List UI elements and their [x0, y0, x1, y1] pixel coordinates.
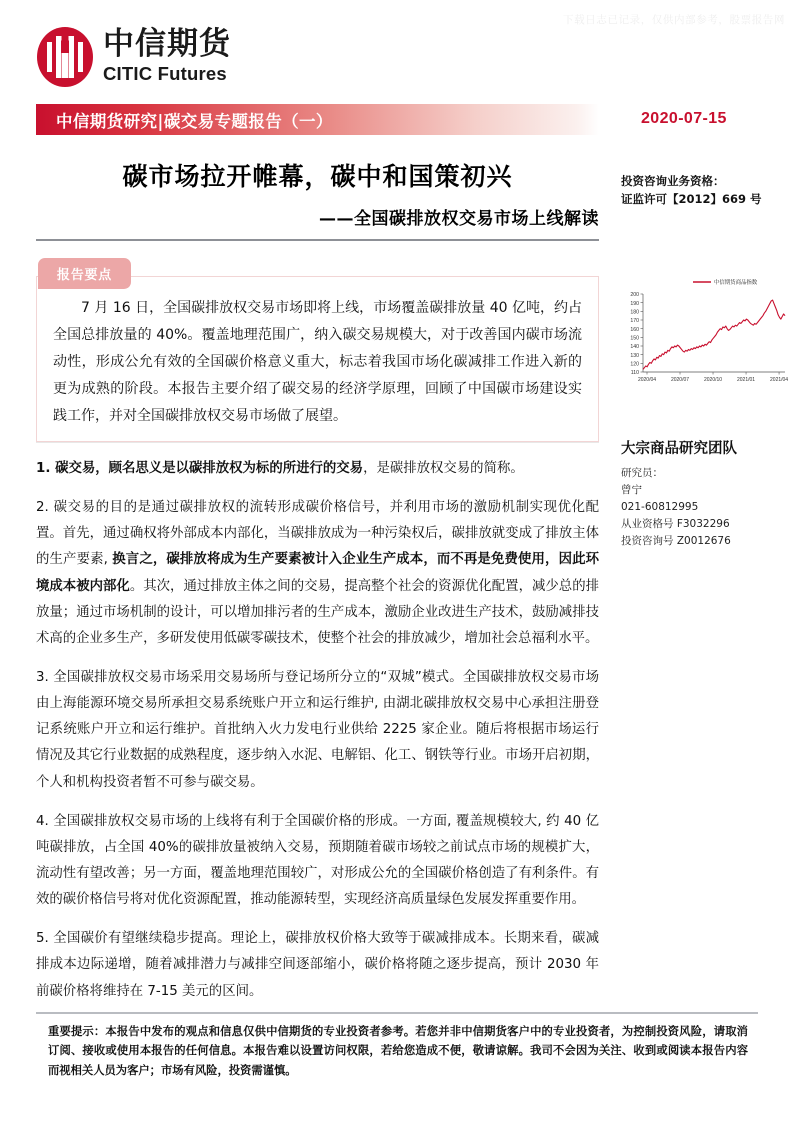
report-series-banner: [36, 104, 599, 135]
svg-text:2020/04: 2020/04: [637, 377, 657, 383]
highlights-tab: [38, 258, 131, 289]
researcher-name: 曾宁: [621, 484, 642, 496]
commodity-index-chart: [617, 272, 789, 400]
brand-header: [36, 26, 231, 88]
footer-disclaimer-label: 重要提示：: [48, 1025, 106, 1038]
svg-text:2021/04: 2021/04: [770, 377, 789, 383]
svg-text:2020/07: 2020/07: [670, 377, 690, 383]
svg-text:2020/10: 2020/10: [703, 377, 723, 383]
title-divider: [36, 239, 599, 241]
report-series-label: 中信期货研究|碳交易专题报告（一）: [56, 111, 333, 131]
footer-divider: [36, 1012, 758, 1014]
summary-paragraph-p5: 5. 全国碳价有望继续稳步提高。理论上，碳排放权价格大致等于碳减排成本。长期来看，碳减排成本边际递增，随着减排潜力与减排空间逐部缩小，碳价格将随之逐步提高，预计 2030 年前碳价格将维持在 7-15 美元的区间。: [36, 931, 599, 999]
svg-text:140: 140: [630, 344, 639, 351]
svg-text:190: 190: [630, 300, 639, 307]
page-subtitle: ——全国碳排放权交易市场上线解读: [319, 209, 599, 229]
research-team-title: 大宗商品研究团队: [621, 441, 737, 457]
svg-text:120: 120: [630, 361, 639, 368]
qualification-line-2: 证监许可【2012】669 号: [621, 191, 762, 206]
page-title: 碳市场拉开帷幕，碳中和国策初兴: [122, 162, 513, 191]
qualification-block: [621, 173, 789, 209]
highlights-text: 7 月 16 日，全国碳排放权交易市场即将上线，市场覆盖碳排放量 40 亿吨，约占全国总排放量的 40%。覆盖地理范围广，纳入碳交易规模大，对于改善国内碳市场流动性，形成公允有效的全国碳价格意义重大，标志着我国市场化碳减排工作进入新的更为成熟的阶段。本报告主要介绍了碳交易的经济学原理，回顾了中国碳市场建设实践工作，并对全国碳排放权交易市场做了展望。: [53, 300, 582, 424]
svg-text:2021/01: 2021/01: [737, 377, 756, 383]
research-team-block: [621, 437, 791, 550]
svg-text:110: 110: [630, 370, 639, 377]
summary-paragraph-p1: 1. 碳交易，顾名思义是以碳排放权为标的所进行的交易，是碳排放权交易的简称。: [36, 461, 524, 476]
brand-name-en: CITIC Futures: [103, 62, 227, 84]
researcher-consulting-number: 投资咨询号 Z0012676: [621, 535, 731, 547]
watermark-text: 下载日志已记录，仅供内部参考，股票报告网: [563, 14, 785, 26]
summary-paragraph-p3: 3. 全国碳排放权交易市场采用交易场所与登记场所分立的“双城”模式。全国碳排放权交易市场由上海能源环境交易所承担交易系统账户开立和运行维护, 由湖北碳排放权交易中心承担注册登记系统账户开立和运行维护。首批纳入火力发电行业供给 2225 家企业。随后将根据市场运行情况及其它行业数据的成熟程度，逐步纳入水泥、电解铝、化工、钢铁等行业。市场开启初期，个人和机构投资者暂不可参与碳交易。: [36, 669, 599, 790]
qualification-line-1: 投资咨询业务资格：: [621, 174, 725, 188]
svg-text:150: 150: [630, 335, 639, 342]
citic-logo-icon: [36, 26, 94, 88]
highlights-tab-label: 报告要点: [56, 268, 113, 283]
summary-paragraph-p2: 2. 碳交易的目的是通过碳排放权的流转形成碳价格信号，并利用市场的激励机制实现优化配置。首先，通过确权将外部成本内部化，当碳排放成为一种污染权后，碳排放就变成了排放主体的生产要素, 换言之，碳排放将成为生产要素被计入企业生产成本，而不再是免费使用，因此环境成本被内部化。其次，通过排放主体之间的交易，提高整个社会的资源优化配置，减少总的排放量；通过市场机制的设计，可以增加排污者的生产成本，激励企业改进生产技术，鼓励减排技术高的企业多生产，多研发使用低碳零碳技术，使整个社会的排放减少，增加社会总福利水平。: [36, 500, 600, 646]
footer-disclaimer: [48, 1022, 748, 1080]
brand-name-cn: 中信期货: [103, 25, 231, 62]
highlights-box: [36, 276, 599, 442]
svg-text:160: 160: [630, 326, 639, 333]
report-date: 2020-07-15: [641, 110, 727, 127]
footer-disclaimer-text: 本报告中发布的观点和信息仅供中信期货的专业投资者参考。若您并非中信期货客户中的专业投资者，为控制投资风险，请取消订阅、接收或使用本报告的任何信息。本报告难以设置访问权限，若给您造成不便，敬请谅解。我司不会因为关注、收到或阅读本报告内容而视相关人员为客户；市场有风险，投资需谨慎。: [48, 1025, 748, 1077]
svg-text:170: 170: [630, 318, 639, 325]
brand-wordmark: [103, 25, 231, 86]
researcher-phone: 021-60812995: [621, 501, 699, 513]
researcher-license-number: 从业资格号 F3032296: [621, 518, 730, 530]
researcher-role-label: 研究员：: [621, 467, 663, 479]
svg-text:180: 180: [630, 309, 639, 316]
svg-text:130: 130: [630, 352, 639, 359]
svg-text:中信期货商品指数: 中信期货商品指数: [714, 280, 758, 287]
svg-text:200: 200: [630, 292, 639, 299]
summary-body: [36, 456, 599, 1018]
summary-paragraph-p4: 4. 全国碳排放权交易市场的上线将有利于全国碳价格的形成。一方面, 覆盖规模较大, 约 40 亿吨碳排放，占全国 40%的碳排放量被纳入交易，预期随着碳市场较之前试点市场的规模扩大，流动性有望改善；另一方面，覆盖地理范围较广，对形成公允的全国碳价格创造了有利条件。有效的碳价格信号将对优化资源配置，推动能源转型，实现经济高质量绿色发展发挥重要作用。: [36, 813, 599, 908]
